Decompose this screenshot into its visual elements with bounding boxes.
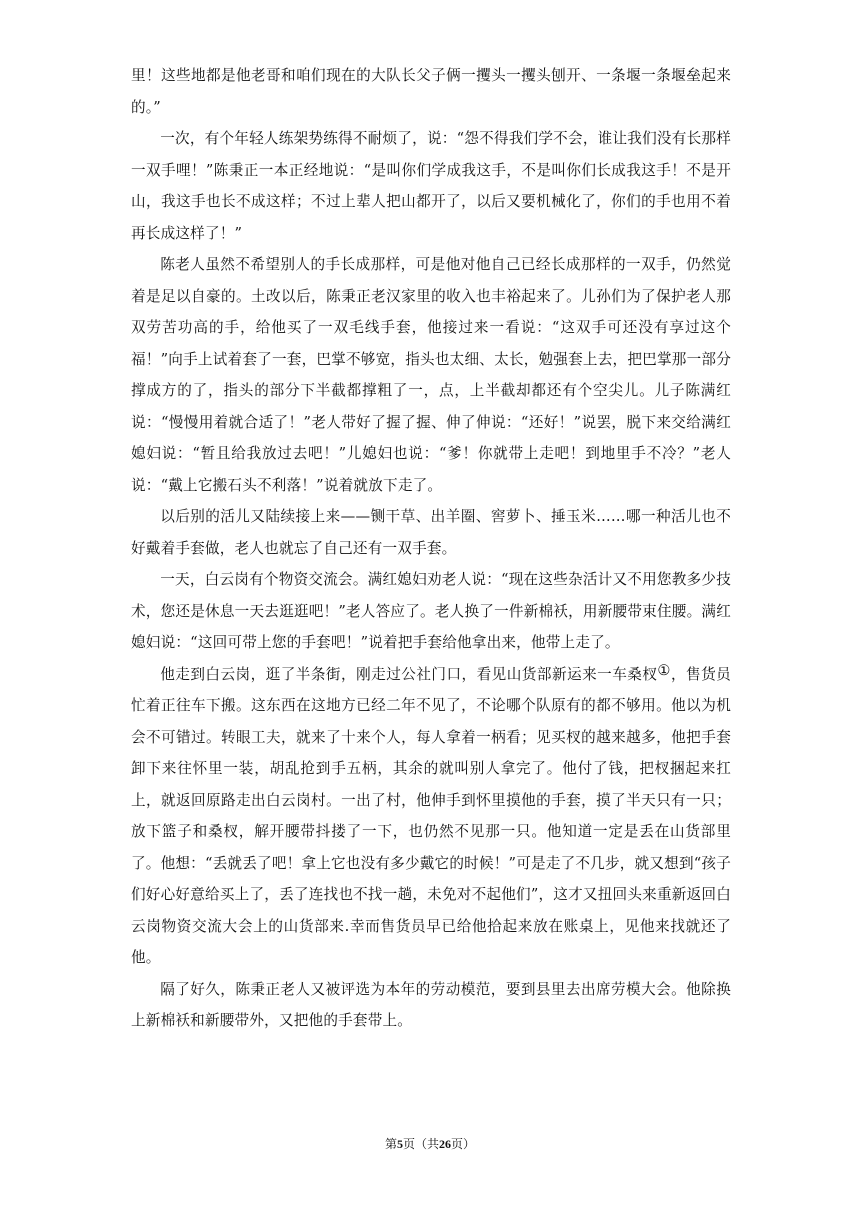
footer-middle: 页（共 (402, 1137, 439, 1151)
paragraph-young-man: 一次，有个年轻人练架势练得不耐烦了，说：“怨不得我们学不会，谁让我们没有长那样一双手哩！”陈秉正一本正经地说：“是叫你们学成我这手，不是叫你们长成我这手！不是开山，我这手也长不成这样；不过上辈人把山都开了，以后又要机械化了，你们的手也用不着再长成这样了！” (131, 130, 731, 242)
footnote-marker: ① (657, 661, 671, 679)
paragraph-model-worker: 隔了好久，陈秉正老人又被评选为本年的劳动模范，要到县里去出席劳模大会。他除换上新棉袄和新腰带外，又把他的手套带上。 (131, 980, 731, 1029)
paragraph-gloves-gift: 陈老人虽然不希望别人的手长成那样，可是他对他自己已经长成那样的一双手，仍然觉着是足以自豪的。土改以后，陈秉正老汉家里的收入也丰裕起来了。儿孙们为了保护老人那双劳苦功高的手，给他买了一双毛线手套，他接过来一看说：“这双手可还没有享过这个福！”向手上试着套了一套，巴掌不够宽，指头也太细、太长，勉强套上去，把巴掌那一部分撑成方的了，指头的部分下半截都撑粗了一，点，上半截却都还有个空尖儿。儿子陈满红说：“慢慢用着就合适了！”老人带好了握了握、伸了伸说：“还好！”说罢，脱下来交给满红媳妇说：“暂且给我放过去吧！”儿媳妇也说：“爹！你就带上走吧！到地里手不冷？”老人说：“戴上它搬石头不利落！”说着就放下走了。 (131, 256, 731, 494)
paragraph-other-chores: 以后别的活儿又陆续接上来——铡干草、出羊圈、窖萝卜、捶玉米……哪一种活儿也不好戴着手套做，老人也就忘了自己还有一双手套。 (131, 508, 731, 557)
footer-prefix: 第 (384, 1137, 397, 1151)
paragraph-continuation: 里！这些地都是他老哥和咱们现在的大队长父子俩一攫头一攫头刨开、一条堰一条堰垒起来的。” (131, 67, 731, 116)
paragraph-lost-glove-rest: ，售货员忙着正往车下搬。这东西在这地方已经二年不见了，不论哪个队原有的都不够用。他以为机会不可错过。转眼工夫，就来了十来个人，每人拿着一柄看；见买杈的越来越多，他把手套卸下来往怀里一装，胡乱抢到手五柄，其余的就叫别人拿完了。他付了钱，把杈捆起来扛上，就返回原路走出白云岗村。一出了村，他伸手到怀里摸他的手套，摸了半天只有一只；放下篮子和桑杈，解开腰带抖搂了一下，也仍然不见那一只。他知道一定是丢在山货部里了。他想：“丢就丢了吧！拿上它也没有多少戴它的时候！”可是走了不几步，就又想到“孩子们好心好意给买上了，丢了连找也不找一趟，未免对不起他们”，这才又扭回头来重新返回白云岗物资交流大会上的山货部来.幸而售货员早已给他拾起来放在账桌上，见他来找就还了他。 (131, 665, 731, 966)
footer-page-number: 5 (396, 1137, 403, 1151)
footer-suffix: 页） (451, 1137, 476, 1151)
footer-total-pages: 26 (439, 1137, 451, 1151)
paragraph-lost-glove-start: 他走到白云岗，逛了半条街，刚走过公社门口，看见山货部新运来一车桑杈 (160, 665, 658, 683)
paragraph-lost-glove (131, 659, 731, 974)
paragraph-fair: 一天，白云岗有个物资交流会。满红媳妇劝老人说：“现在这些杂活计又不用您教多少技术，您还是休息一天去逛逛吧！”老人答应了。老人换了一件新棉袄，用新腰带束住腰。满红媳妇说：“这回可带上您的手套吧！”说着把手套给他拿出来，他带上走了。 (131, 571, 731, 651)
page-footer (0, 1135, 860, 1152)
article-body (131, 60, 731, 1037)
